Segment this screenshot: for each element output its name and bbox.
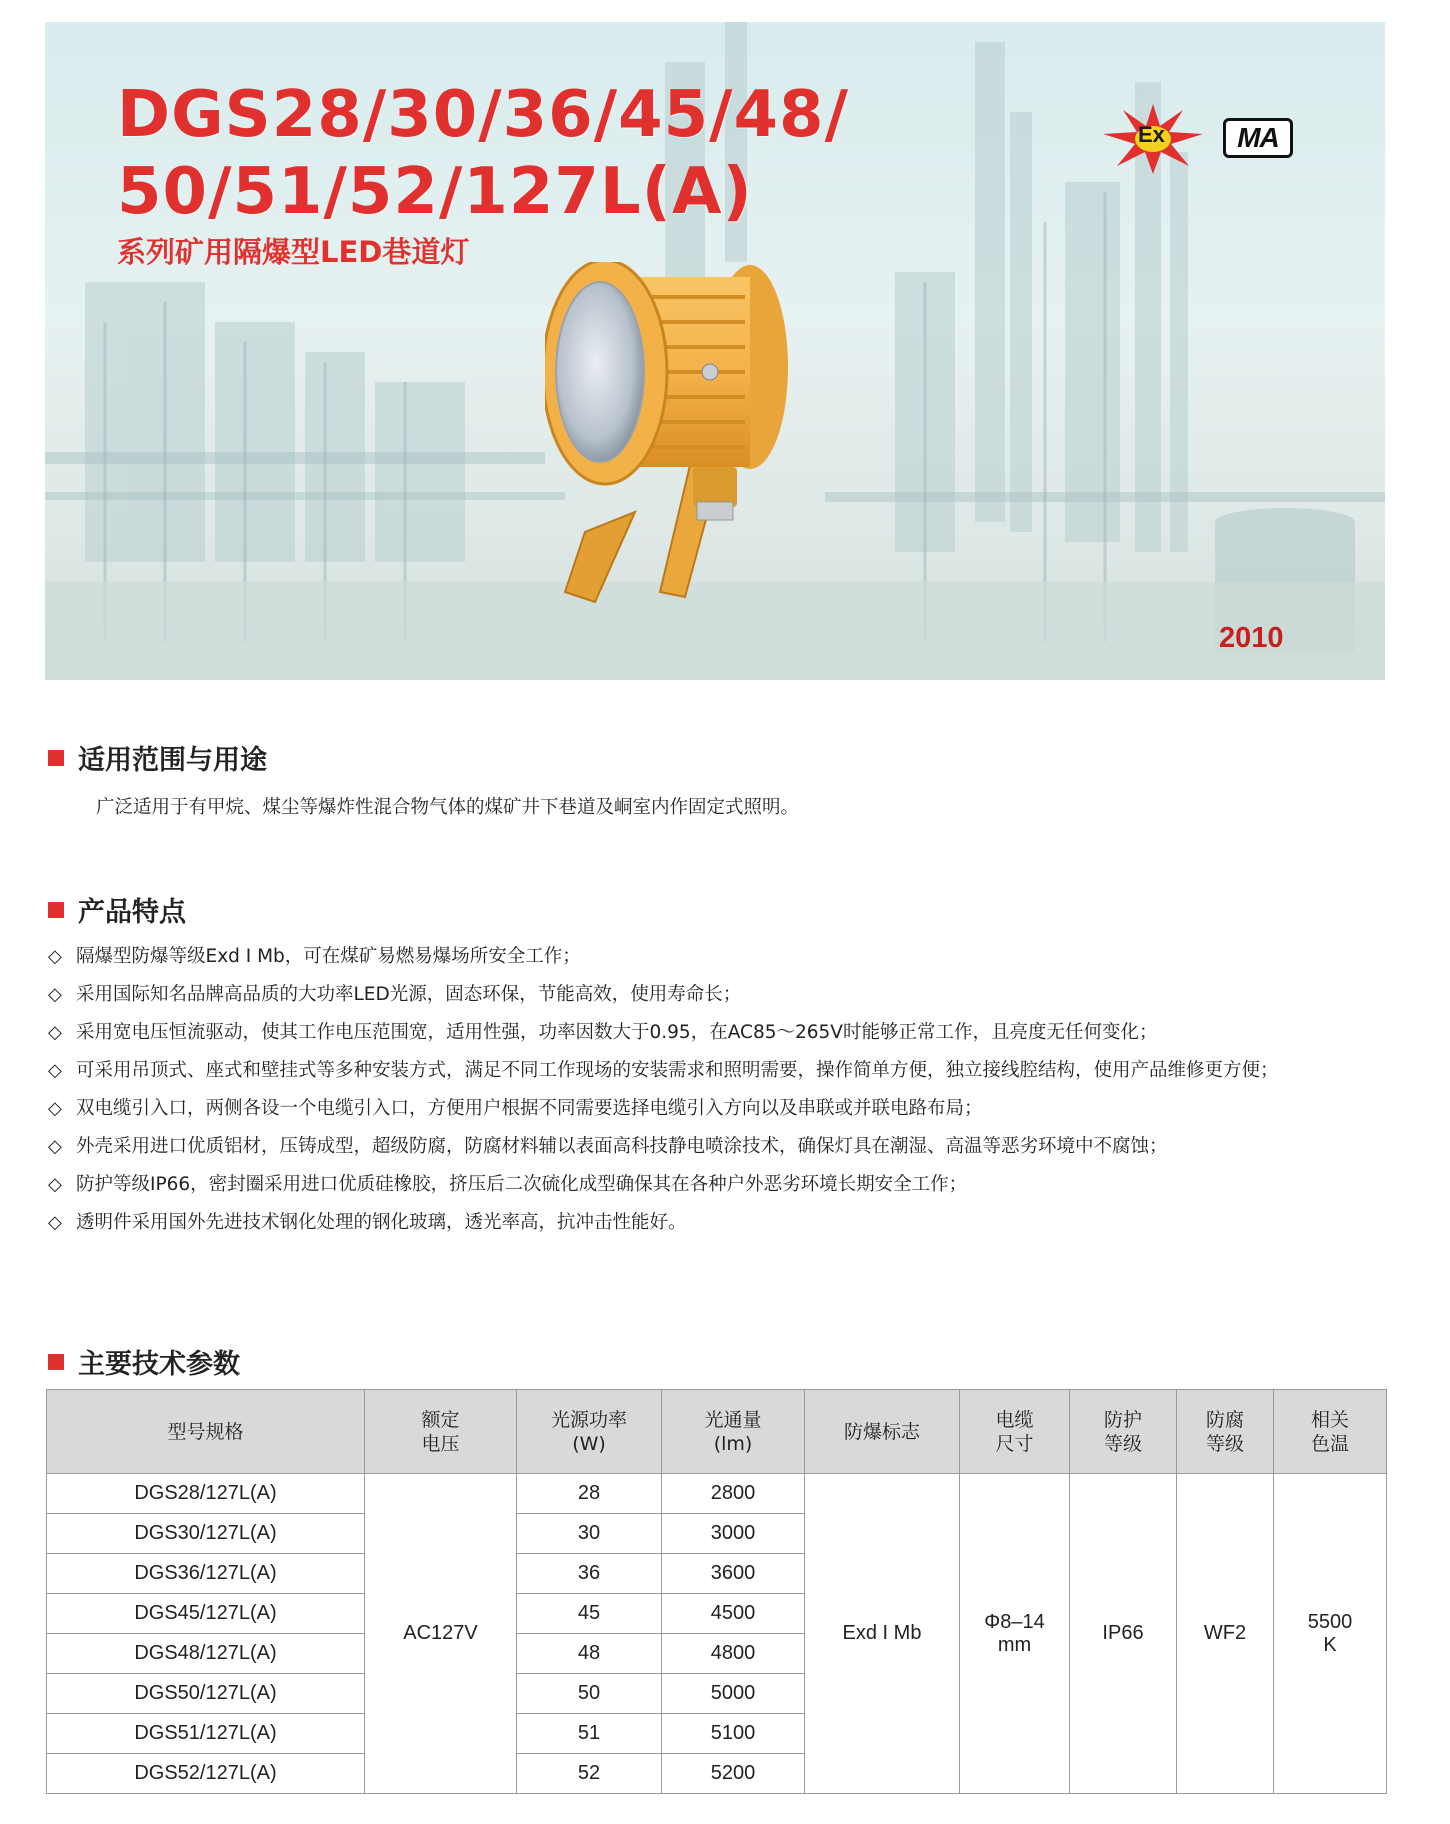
- features-list: [48, 938, 1398, 1242]
- header-cct: 相关 色温: [1274, 1390, 1387, 1474]
- cell-flux: 5000: [662, 1674, 805, 1714]
- feature-text: 透明件采用国外先进技术钢化处理的钢化玻璃，透光率高，抗冲击性能好。: [76, 1212, 687, 1233]
- feature-item: [48, 1166, 1398, 1204]
- cell-flux: 3000: [662, 1514, 805, 1554]
- cell-model: DGS45/127L(A): [47, 1594, 365, 1634]
- ma-certification-logo: [1223, 118, 1293, 158]
- cell-flux: 5200: [662, 1754, 805, 1794]
- cell-cct: 5500 K: [1274, 1474, 1387, 1794]
- cell-flux: 3600: [662, 1554, 805, 1594]
- feature-text: 双电缆引入口，两侧各设一个电缆引入口，方便用户根据不同需要选择电缆引入方向以及串联或并联电路布局；: [76, 1098, 983, 1119]
- product-banner: [45, 22, 1385, 680]
- catalog-year: 2010: [1219, 622, 1284, 654]
- features-section-title: 产品特点: [78, 897, 186, 928]
- scope-section-title: 适用范围与用途: [78, 745, 267, 776]
- features-section-heading: [48, 890, 186, 929]
- cell-ip: IP66: [1070, 1474, 1177, 1794]
- diamond-bullet-icon: ◇: [48, 1022, 62, 1043]
- cell-model: DGS36/127L(A): [47, 1554, 365, 1594]
- feature-item: [48, 1128, 1398, 1166]
- feature-item: [48, 938, 1398, 976]
- product-subtitle: 系列矿用隔爆型LED巷道灯: [117, 235, 470, 269]
- ma-mark-label: MA: [1237, 122, 1279, 153]
- feature-text: 防护等级IP66，密封圈采用进口优质硅橡胶，挤压后二次硫化成型确保其在各种户外恶劣环境长期安全工作；: [76, 1174, 968, 1195]
- header-exmark: 防爆标志: [805, 1390, 960, 1474]
- product-title-line-2: 50/51/52/127L(A): [117, 155, 753, 229]
- section-marker-icon: [48, 1354, 64, 1370]
- cell-power: 28: [517, 1474, 662, 1514]
- diamond-bullet-icon: ◇: [48, 946, 62, 967]
- section-marker-icon: [48, 902, 64, 918]
- diamond-bullet-icon: ◇: [48, 1174, 62, 1195]
- cell-voltage: AC127V: [365, 1474, 517, 1794]
- spec-table: [46, 1389, 1387, 1794]
- scope-description: 广泛适用于有甲烷、煤尘等爆炸性混合物气体的煤矿井下巷道及峒室内作固定式照明。: [96, 797, 800, 818]
- feature-item: [48, 1014, 1398, 1052]
- header-ip: 防护 等级: [1070, 1390, 1177, 1474]
- cell-power: 48: [517, 1634, 662, 1674]
- diamond-bullet-icon: ◇: [48, 1136, 62, 1157]
- cell-flux: 5100: [662, 1714, 805, 1754]
- cell-power: 52: [517, 1754, 662, 1794]
- specs-section-heading: [48, 1342, 240, 1381]
- cell-model: DGS51/127L(A): [47, 1714, 365, 1754]
- cell-flux: 4800: [662, 1634, 805, 1674]
- header-cable: 电缆 尺寸: [960, 1390, 1070, 1474]
- feature-text: 采用宽电压恒流驱动，使其工作电压范围宽，适用性强，功率因数大于0.95，在AC85～265V时能够正常工作，且亮度无任何变化；: [76, 1022, 1158, 1043]
- table-header-row: [47, 1390, 1387, 1474]
- feature-item: [48, 976, 1398, 1014]
- cell-power: 30: [517, 1514, 662, 1554]
- cell-power: 45: [517, 1594, 662, 1634]
- specs-section-title: 主要技术参数: [78, 1349, 240, 1380]
- cell-model: DGS48/127L(A): [47, 1634, 365, 1674]
- product-title-line-1: DGS28/30/36/45/48/: [117, 78, 849, 152]
- scope-section-heading: [48, 738, 267, 777]
- diamond-bullet-icon: ◇: [48, 1098, 62, 1119]
- section-marker-icon: [48, 750, 64, 766]
- feature-text: 隔爆型防爆等级Exd I Mb，可在煤矿易燃易爆场所安全工作；: [76, 946, 581, 967]
- cell-anticorrosion: WF2: [1177, 1474, 1274, 1794]
- cell-flux: 4500: [662, 1594, 805, 1634]
- header-model: 型号规格: [47, 1390, 365, 1474]
- cell-power: 50: [517, 1674, 662, 1714]
- header-power: 光源功率 (W): [517, 1390, 662, 1474]
- header-voltage: 额定 电压: [365, 1390, 517, 1474]
- cell-model: DGS50/127L(A): [47, 1674, 365, 1714]
- feature-item: [48, 1204, 1398, 1242]
- feature-item: [48, 1052, 1398, 1090]
- cell-model: DGS52/127L(A): [47, 1754, 365, 1794]
- cell-model: DGS28/127L(A): [47, 1474, 365, 1514]
- cell-exmark: Exd I Mb: [805, 1474, 960, 1794]
- cell-cable: Φ8–14 mm: [960, 1474, 1070, 1794]
- diamond-bullet-icon: ◇: [48, 1212, 62, 1233]
- feature-item: [48, 1090, 1398, 1128]
- feature-text: 外壳采用进口优质铝材，压铸成型，超级防腐，防腐材料辅以表面高科技静电喷涂技术，确保灯具在潮湿、高温等恶劣环境中不腐蚀；: [76, 1136, 1168, 1157]
- ex-mark-label: Ex: [1138, 122, 1165, 147]
- feature-text: 可采用吊顶式、座式和壁挂式等多种安装方式，满足不同工作现场的安装需求和照明需要，操作简单方便，独立接线腔结构，使用产品维修更方便；: [76, 1060, 1279, 1081]
- table-row: [47, 1474, 1387, 1514]
- cell-flux: 2800: [662, 1474, 805, 1514]
- header-anticorrosion: 防腐 等级: [1177, 1390, 1274, 1474]
- explosion-proof-lamp-image: [545, 262, 965, 662]
- header-flux: 光通量 (lm): [662, 1390, 805, 1474]
- diamond-bullet-icon: ◇: [48, 984, 62, 1005]
- cell-power: 36: [517, 1554, 662, 1594]
- diamond-bullet-icon: ◇: [48, 1060, 62, 1081]
- cell-power: 51: [517, 1714, 662, 1754]
- feature-text: 采用国际知名品牌高品质的大功率LED光源，固态环保，节能高效，使用寿命长；: [76, 984, 742, 1005]
- cell-model: DGS30/127L(A): [47, 1514, 365, 1554]
